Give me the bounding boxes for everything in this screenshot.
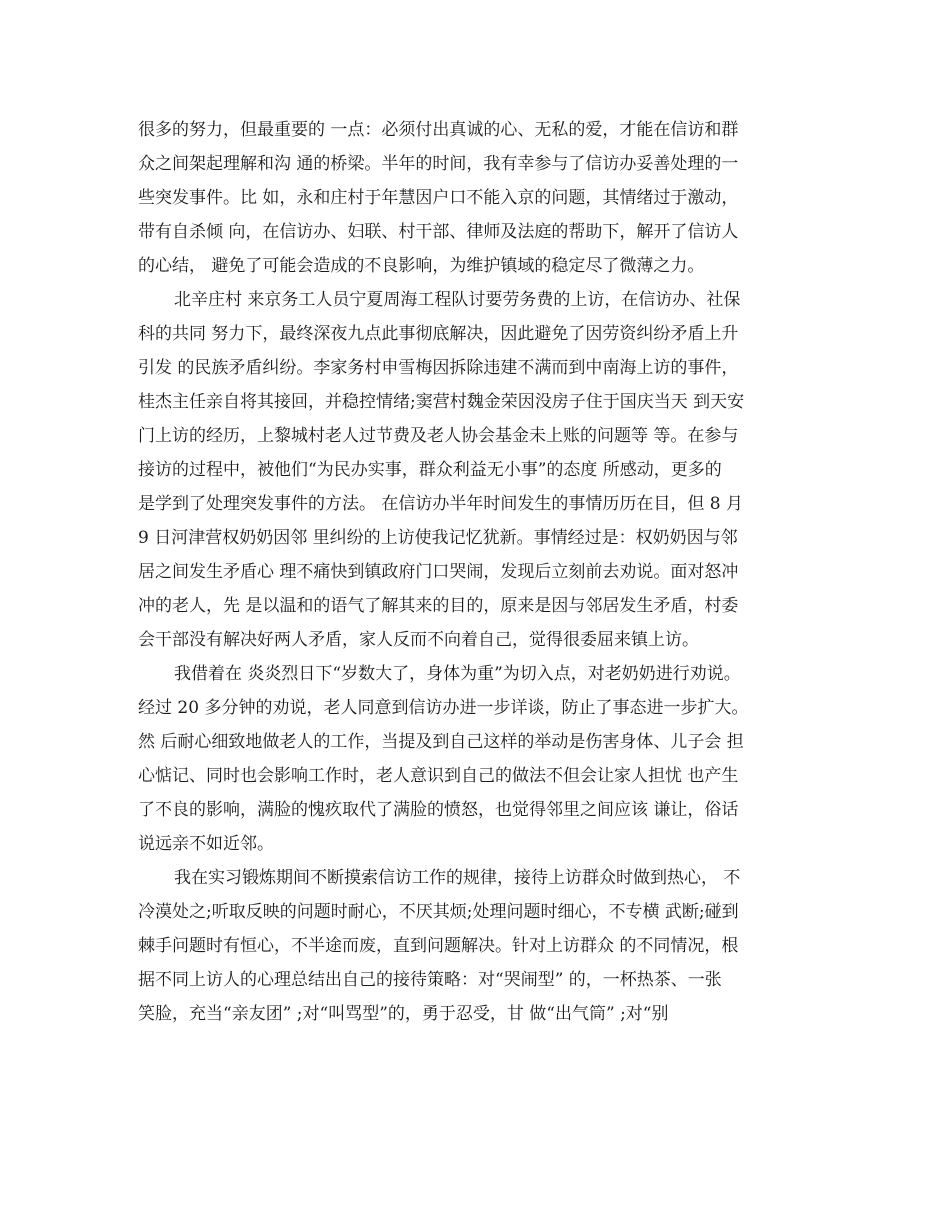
paragraph-1	[138, 113, 818, 283]
text-line: 然 后耐心细致地做老人的工作，当提及到自己这样的举动是伤害身体、儿子会 担	[138, 732, 744, 752]
text-line: 会干部没有解决好两人矛盾，家人反而不向着自己，觉得很委屈来镇上访。	[138, 630, 699, 650]
text-line: 是学到了处理突发事件的方法。 在信访办半年时间发生的事情历历在目，但 8 月	[138, 494, 744, 514]
text-line: 冲的老人，先 是以温和的语气了解其来的目的，原来是因与邻居发生矛盾，村委	[138, 596, 739, 616]
paragraph-2	[138, 283, 818, 657]
text-line: 我借着在 炎炎烈日下“岁数大了，身体为重”为切入点，对老奶奶进行劝说。	[174, 664, 741, 684]
text-line: 众之间架起理解和沟 通的桥梁。半年的时间，我有幸参与了信访办妥善处理的一	[138, 154, 739, 174]
text-line: 接访的过程中，被他们“为民办实事，群众利益无小事”的态度 所感动，更多的	[138, 460, 722, 480]
text-line: 我在实习锻炼期间不断摸索信访工作的规律，接待上访群众时做到热心， 不	[174, 868, 741, 888]
text-line: 棘手问题时有恒心，不半途而废，直到问题解决。针对上访群众 的不同情况，根	[138, 936, 739, 956]
text-line: 些突发事件。比 如，永和庄村于年慧因户口不能入京的问题，其情绪过于激动，	[138, 188, 739, 208]
text-line: 带有自杀倾 向，在信访办、妇联、村干部、律师及法庭的帮助下，解开了信访人	[138, 222, 739, 242]
paragraph-3	[138, 657, 818, 861]
text-line: 经过 20 多分钟的劝说，老人同意到信访办进一步详谈，防止了事态进一步扩大。	[138, 698, 749, 718]
text-line: 9 日河津营权奶奶因邻 里纠纷的上访使我记忆犹新。事情经过是：权奶奶因与邻	[138, 528, 738, 548]
document-body	[138, 113, 818, 1031]
text-line: 了不良的影响，满脸的愧疚取代了满脸的愤怒，也觉得邻里之间应该 谦让，俗话	[138, 800, 739, 820]
text-line: 桂杰主任亲自将其接回，并稳控情绪;窦营村魏金荣因没房子住于国庆当天 到天安	[138, 392, 745, 412]
text-line: 门上访的经历，上黎城村老人过节费及老人协会基金未上账的问题等 等。在参与	[138, 426, 739, 446]
text-line: 居之间发生矛盾心 理不痛快到镇政府门口哭闹，发现后立刻前去劝说。面对怒冲	[138, 562, 739, 582]
text-line: 冷漠处之;听取反映的问题时耐心，不厌其烦;处理问题时细心，不专横 武断;碰到	[138, 902, 739, 922]
text-line: 说远亲不如近邻。	[138, 834, 274, 854]
paragraph-4	[138, 861, 818, 1031]
text-line: 据不同上访人的心理总结出自己的接待策略：对“哭闹型” 的，一杯热茶、一张	[138, 970, 722, 990]
text-line: 的心结， 避免了可能会造成的不良影响，为维护镇域的稳定尽了微薄之力。	[138, 256, 705, 276]
text-line: 北辛庄村 来京务工人员宁夏周海工程队讨要劳务费的上访，在信访办、社保	[174, 290, 741, 310]
text-line: 笑脸，充当“亲友团” ;对“叫骂型”的，勇于忍受，甘 做“出气筒” ;对“别	[138, 1004, 669, 1024]
text-line: 引发 的民族矛盾纠纷。李家务村申雪梅因拆除违建不满而到中南海上访的事件，	[138, 358, 739, 378]
text-line: 科的共同 努力下，最终深夜九点此事彻底解决，因此避免了因劳资纠纷矛盾上升	[138, 324, 739, 344]
text-line: 很多的努力，但最重要的 一点：必须付出真诚的心、无私的爱，才能在信访和群	[138, 120, 739, 140]
text-line: 心惦记、同时也会影响工作时，老人意识到自己的做法不但会让家人担忧 也产生	[138, 766, 739, 786]
